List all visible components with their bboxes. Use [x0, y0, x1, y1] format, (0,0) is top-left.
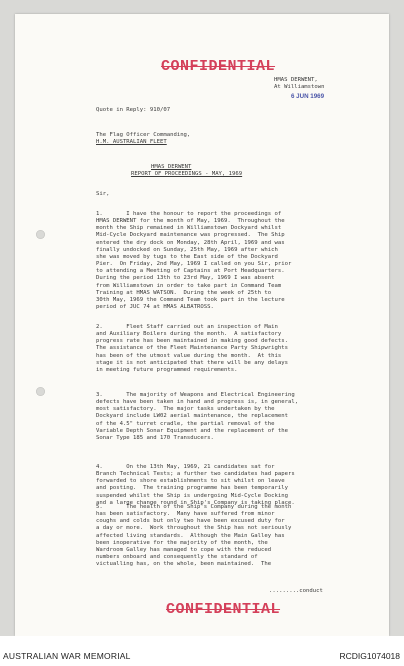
text-line: 2. Fleet Staff carried out an inspection of Main [96, 324, 278, 330]
text-line: 5. The health of the Ship's Company during the month [96, 504, 292, 510]
salutation: Sir, [96, 191, 110, 197]
text-line: from Williamstown in order to take part in Command Team [96, 282, 282, 289]
text-line: Branch Technical Tests; a further two candidates had papers [96, 471, 295, 478]
quote-in-reply: Quote in Reply: 910/07 [96, 107, 171, 113]
report-title: REPORT OF PROCEEDINGS - MAY, 1969 [131, 171, 243, 177]
text-line: in meeting future programmed requirements. [96, 366, 238, 373]
text-line: defects have been taken in hand and progress is, in general, [96, 399, 299, 406]
ship-name: HMAS DERWENT, [274, 77, 318, 83]
paragraph-1 [96, 211, 291, 311]
text-line: suspended whilst the Ship is undergoing Mid-Cycle Docking [96, 492, 288, 499]
text-line: affected living standards. Although the Main Galley has [96, 532, 285, 539]
text-line: 4. On the 13th May, 1969, 21 candidates sat for [96, 464, 275, 470]
text-line: numbers onboard and consequently the standard of [96, 554, 258, 561]
classification-stamp-bottom: CONFIDENTIAL [166, 601, 281, 618]
footer-institution: AUSTRALIAN WAR MEMORIAL [3, 651, 131, 661]
text-line: coughs and colds but only two have been excused duty for [96, 518, 285, 525]
text-line: Wardroom Galley has managed to cope with the reduced [96, 546, 272, 553]
text-line: Variable Depth Sonar Equipment and the replacement of the [96, 427, 288, 434]
report-title-ship: HMAS DERWENT [151, 164, 192, 170]
document-page [15, 14, 389, 636]
continuation-word: .........conduct [269, 588, 323, 594]
paragraph-5 [96, 504, 291, 568]
text-line: most satisfactory. The major tasks undertaken by the [96, 406, 275, 413]
punch-hole-bottom [36, 387, 45, 396]
text-line: Mid-Cycle Dockyard maintenance was progressed. The Ship [96, 232, 285, 239]
text-line: Sonar Type 185 and 170 Transducers. [96, 434, 214, 441]
paragraph-3 [96, 392, 298, 442]
text-line: has been satisfactory. Many have suffered from minor [96, 511, 275, 518]
text-line: Pier. On Friday, 2nd May, 1969 I called on you Sir, prior [96, 261, 292, 268]
text-line: has been of the utmost value during the month. At this [96, 352, 282, 359]
text-line: period of JUC 74 at HMAS ALBATROSS. [96, 304, 214, 311]
archive-footer [0, 636, 404, 666]
text-line: month the Ship remained in Williamstown Dockyard whilst [96, 225, 282, 232]
text-line: Training at HMAS WATSON. During the week of 25th to [96, 289, 272, 296]
text-line: a day or more. Work throughout the Ship has not seriously [96, 525, 292, 532]
classification-stamp-top: CONFIDENTIAL [161, 58, 276, 75]
text-line: she was moved by tugs to the East side of the Dockyard [96, 253, 278, 260]
text-line: 1. I have the honour to report the proceedings of [96, 211, 282, 217]
text-line: During the period 13th to 23rd May, 1969 I was absent [96, 275, 275, 282]
paragraph-2 [96, 324, 288, 374]
text-line: HMAS DERWENT for the month of May, 1969. Throughout the [96, 218, 285, 225]
text-line: and Auxiliary Boilers during the month. A satisfactory [96, 331, 282, 338]
text-line: of the 4.5" turret cradle, the partial removal of the [96, 420, 275, 427]
footer-record-id: RCDIG1074018 [339, 651, 400, 661]
paragraph-4 [96, 464, 295, 507]
punch-hole-top [36, 230, 45, 239]
text-line: and posting. The training programme has been temporarily [96, 485, 288, 492]
text-line: entered the dry dock on Monday, 28th April, 1969 and was [96, 239, 285, 246]
text-line: 30th May, 1969 the Command Team took part in the lecture [96, 296, 285, 303]
text-line: and a large change round in Ship's Company is taking place. [96, 499, 295, 506]
text-line: Dockyard include LW02 aerial maintenance, the replacement [96, 413, 288, 420]
text-line: The assistance of the Fleet Maintenance Party Shipwrights [96, 345, 288, 352]
text-line: to attending a Meeting of Captains at Port Headquarters. [96, 268, 285, 275]
text-line: stage it is not anticipated that there will be any delays [96, 359, 288, 366]
text-line: been inoperative for the majority of the month, the [96, 539, 268, 546]
text-line: forwarded to shore establishments to sit whilst on leave [96, 478, 285, 485]
text-line: finally undocked on Sunday, 25th May, 1969 after which [96, 246, 278, 253]
date-received-stamp: 6 JUN 1969 [291, 93, 325, 100]
addressee-line-1: The Flag Officer Commanding, [96, 132, 191, 138]
text-line: 3. The majority of Weapons and Electrical Engineering [96, 392, 295, 398]
text-line: progress rate has been maintained in making good defects. [96, 338, 288, 345]
ship-location: At Williamstown [274, 84, 325, 90]
text-line: victualling has, on the whole, been maintained. The [96, 561, 272, 568]
addressee-line-2: H.M. AUSTRALIAN FLEET [96, 139, 167, 145]
